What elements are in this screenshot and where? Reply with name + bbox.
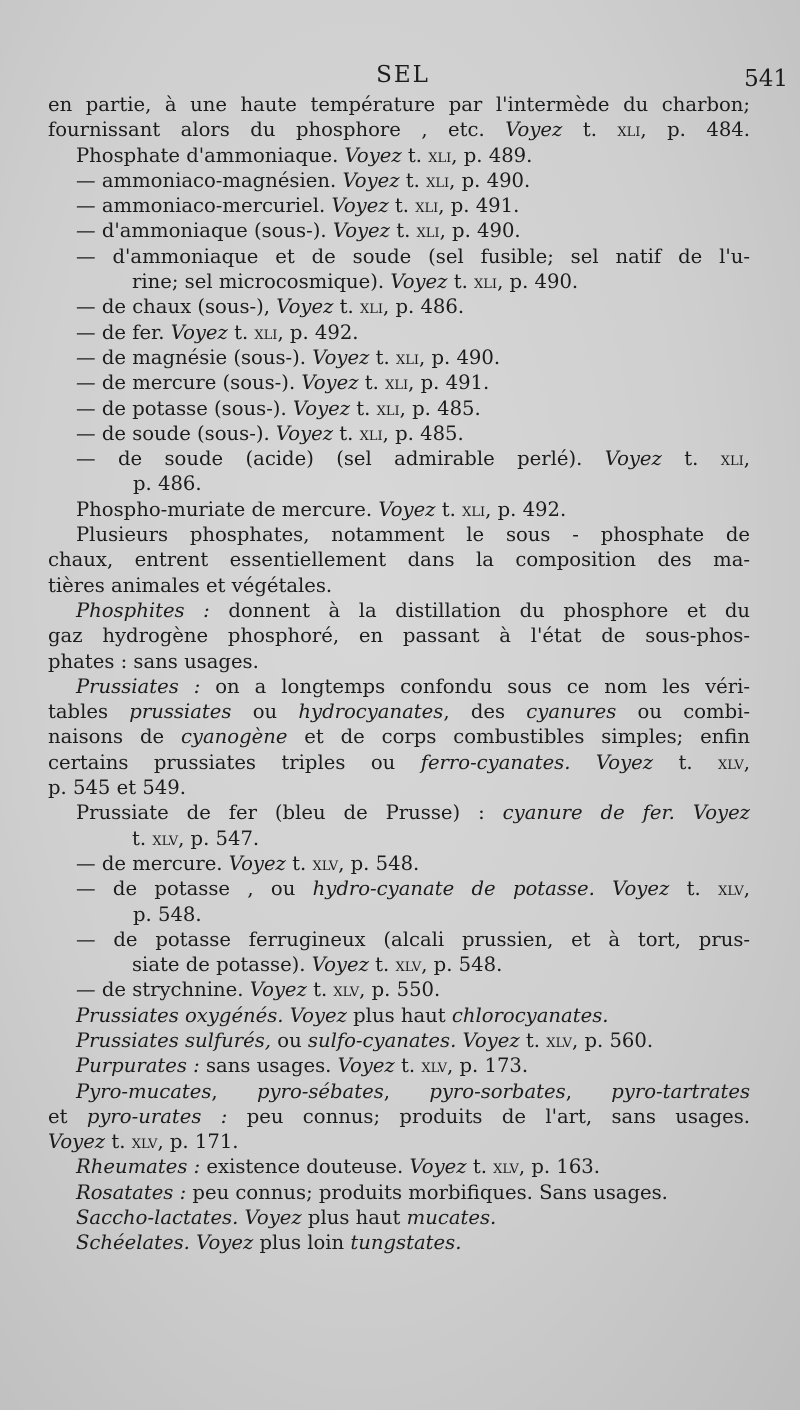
text-segment: xli — [426, 170, 450, 192]
italic-segment: Voyez — [337, 1054, 395, 1078]
italic-segment: Voyez — [331, 194, 389, 218]
text-segment: xli — [376, 398, 400, 420]
text-segment: p. 545 et 549. — [48, 776, 186, 800]
text-segment: tières animales et végétales. — [48, 573, 333, 597]
text-segment: siate de potasse). — [132, 953, 312, 977]
text-line — [48, 143, 750, 168]
text-line — [48, 1079, 750, 1104]
text-segment: — de fer. — [76, 320, 171, 344]
running-head: SEL — [376, 62, 430, 88]
text-line — [48, 902, 750, 927]
text-segment: , des — [443, 700, 527, 724]
italic-segment: Voyez — [275, 421, 334, 445]
text-segment: t. — [132, 826, 153, 850]
text-segment: , p. 492. — [485, 497, 567, 521]
text-segment: t. — [661, 447, 721, 471]
text-segment: — de mercure (sous-). — [76, 371, 302, 395]
text-line — [48, 927, 750, 952]
text-line — [48, 1205, 750, 1230]
text-line — [48, 218, 750, 243]
text-segment: et de corps combustibles simples; enfin — [287, 725, 750, 749]
text-segment: , p. 173. — [447, 1054, 529, 1078]
italic-segment: Voyez — [311, 953, 369, 977]
text-line — [48, 699, 750, 724]
text-segment: , p. 548. — [421, 953, 503, 977]
text-segment: ou combi- — [616, 700, 751, 724]
text-line — [48, 396, 750, 421]
text-segment: — de mercure. — [76, 851, 229, 875]
text-segment: t. — [227, 320, 255, 344]
italic-segment: ferro-cyanates. — [420, 750, 571, 774]
italic-segment: sulfo-cyanates. Voyez — [307, 1028, 520, 1052]
text-line — [48, 193, 750, 218]
text-segment: xli — [395, 347, 419, 369]
text-segment: p. 486. — [133, 472, 202, 496]
text-segment: t. — [105, 1130, 132, 1154]
text-segment: — ammoniaco-magnésien. — [76, 168, 343, 192]
italic-segment: cyanures — [526, 700, 617, 724]
text-segment: on a longtemps confondu sous ce nom les véri- — [200, 674, 750, 698]
text-segment: , p. 485. — [382, 421, 464, 445]
text-segment: xli — [428, 145, 452, 167]
text-segment: xli — [415, 196, 439, 218]
text-line — [48, 977, 750, 1002]
italic-segment: Voyez — [390, 270, 448, 294]
italic-segment: Voyez — [344, 143, 402, 167]
text-line — [48, 345, 750, 370]
text-segment: , p. 550. — [359, 978, 441, 1002]
text-segment: — de potasse , ou — [76, 877, 313, 901]
text-segment: plus haut — [301, 1206, 407, 1230]
text-line — [48, 421, 750, 446]
text-segment: xlv — [718, 879, 744, 901]
italic-segment: Voyez — [312, 345, 370, 369]
italic-segment: mucates. — [406, 1206, 497, 1230]
italic-segment: Phosphites : — [76, 598, 210, 622]
text-line — [48, 649, 750, 674]
text-segment: t. — [358, 371, 386, 395]
text-line — [48, 1104, 750, 1129]
text-segment: — de potasse ferrugineux (alcali prussien, et à tort, prus- — [76, 927, 750, 951]
italic-segment: Voyez — [604, 447, 662, 471]
text-line — [48, 446, 750, 471]
text-segment: t. — [389, 219, 417, 243]
italic-segment: pyro-urates : — [86, 1104, 228, 1128]
text-line — [48, 623, 750, 648]
text-line — [48, 497, 750, 522]
text-line — [48, 1230, 750, 1255]
italic-segment: Rosatates : — [76, 1180, 187, 1204]
text-segment: , p. 489. — [451, 143, 533, 167]
text-line — [48, 952, 750, 977]
text-segment: gaz hydrogène phosphoré, en passant à l'état de sous-phos- — [48, 624, 750, 648]
text-segment: , p. 548. — [338, 851, 420, 875]
text-segment: t. — [285, 851, 313, 875]
text-segment: chaux, entrent essentiellement dans la composition des ma- — [48, 548, 750, 572]
text-segment: xli — [416, 221, 440, 243]
text-segment: , — [565, 1079, 612, 1103]
text-segment: — de magnésie (sous-). — [76, 345, 313, 369]
text-line — [48, 573, 750, 598]
text-segment: ou — [231, 700, 299, 724]
italic-segment: chlorocyanates. — [451, 1003, 609, 1027]
italic-segment: Prussiates sulfurés, — [76, 1028, 272, 1052]
text-segment: t. — [562, 118, 618, 142]
text-segment: — de strychnine. — [76, 978, 250, 1002]
text-line — [48, 522, 750, 547]
text-segment: , p. 485. — [399, 396, 481, 420]
italic-segment: tungstates. — [350, 1231, 462, 1255]
italic-segment: hydro-cyanate de potasse. Voyez — [312, 877, 670, 901]
text-segment: , p. 547. — [178, 826, 260, 850]
body-text — [48, 92, 750, 1256]
text-segment: Plusieurs phosphates, notamment le sous - phosphate de — [76, 523, 750, 547]
text-segment: — d'ammoniaque et de soude (sel fusible; sel natif de l'u- — [76, 244, 750, 268]
text-segment: ou — [271, 1028, 308, 1052]
text-segment: , p. 490. — [418, 345, 501, 369]
italic-segment: Voyez — [595, 750, 654, 774]
text-segment: t. — [394, 1054, 422, 1078]
italic-segment: Pyro-mucates — [76, 1079, 212, 1103]
text-segment: rine; sel microcosmique). — [132, 270, 391, 294]
text-line — [48, 724, 750, 749]
italic-segment: pyro-sébates — [256, 1079, 384, 1103]
italic-segment: Voyez — [276, 295, 334, 319]
text-segment: Phospho-muriate de mercure. — [76, 497, 379, 521]
text-segment: , p. 486. — [383, 295, 465, 319]
text-segment: t. — [333, 295, 360, 319]
text-line — [48, 117, 750, 142]
italic-segment: Schéelates. Voyez — [76, 1231, 254, 1255]
text-segment: phates : sans usages. — [48, 649, 259, 673]
italic-segment: cyanogène — [180, 725, 288, 749]
text-line — [48, 1028, 750, 1053]
text-segment: tables — [48, 700, 130, 724]
text-line — [48, 1053, 750, 1078]
text-line — [48, 775, 750, 800]
text-segment: , p. 490. — [497, 270, 579, 294]
text-segment: t. — [447, 270, 475, 294]
text-segment: t. — [653, 750, 719, 774]
text-segment: , — [743, 750, 751, 774]
italic-segment: Voyez — [409, 1155, 467, 1179]
italic-segment: Voyez — [342, 168, 400, 192]
text-line — [48, 826, 750, 851]
text-segment: , p. 490. — [439, 219, 521, 243]
text-segment: xli — [385, 373, 409, 395]
text-segment: xlv — [131, 1132, 158, 1154]
text-segment: Phosphate d'ammoniaque. — [76, 143, 345, 167]
text-segment: xlv — [312, 853, 339, 875]
text-line — [48, 1154, 750, 1179]
text-segment: , p. 560. — [571, 1028, 654, 1052]
text-line — [48, 674, 750, 699]
text-segment: t. — [333, 421, 360, 445]
text-line — [48, 471, 750, 496]
text-segment: t. — [388, 194, 416, 218]
text-segment: t. — [669, 877, 719, 901]
text-segment: t. — [306, 978, 334, 1002]
text-segment: t. — [519, 1028, 547, 1052]
text-segment: et — [48, 1104, 87, 1128]
italic-segment: Voyez — [301, 371, 359, 395]
text-segment: plus haut — [346, 1003, 452, 1027]
text-segment: , p. 491. — [408, 371, 490, 395]
text-segment: xlv — [333, 980, 360, 1002]
italic-segment: Voyez — [170, 320, 228, 344]
italic-segment: Voyez — [48, 1130, 106, 1154]
italic-segment: Voyez — [292, 396, 351, 420]
text-segment: xli — [617, 120, 641, 142]
text-segment: fournissant alors du phosphore , etc. — [48, 118, 506, 142]
text-line — [48, 598, 750, 623]
italic-segment: Prussiates : — [76, 674, 201, 698]
text-line — [48, 168, 750, 193]
italic-segment: Rheumates : — [76, 1155, 201, 1179]
text-segment: en partie, à une haute température par l'intermède du charbon; — [48, 93, 750, 116]
text-line — [48, 876, 750, 901]
text-segment: , p. 484. — [640, 118, 750, 142]
text-segment: xli — [462, 499, 486, 521]
text-line — [48, 547, 750, 572]
text-line — [48, 320, 750, 345]
text-segment: sans usages. — [199, 1054, 338, 1078]
text-segment: t. — [466, 1155, 494, 1179]
text-segment: , p. 490. — [449, 168, 531, 192]
italic-segment: Prussiates oxygénés. Voyez — [76, 1003, 347, 1027]
text-line — [48, 92, 750, 117]
page-number: 541 — [744, 66, 788, 92]
text-segment: xli — [359, 423, 383, 445]
text-segment: , — [211, 1079, 257, 1103]
text-segment: xli — [359, 297, 383, 319]
italic-segment: Purpurates : — [76, 1054, 200, 1078]
text-segment: , — [743, 447, 750, 471]
text-line — [48, 244, 750, 269]
text-segment: p. 548. — [133, 902, 202, 926]
text-line — [48, 851, 750, 876]
text-segment: xlv — [493, 1157, 519, 1179]
text-segment: donnent à la distillation du phosphore et du — [209, 598, 751, 622]
text-segment: peu connus; produits morbifiques. Sans usages. — [186, 1180, 668, 1204]
italic-segment: pyro-tartrates — [611, 1079, 750, 1103]
text-segment: t. — [350, 396, 377, 420]
text-line — [48, 1129, 750, 1154]
text-segment: , p. 171. — [157, 1130, 239, 1154]
text-line — [48, 269, 750, 294]
text-segment: xlv — [718, 752, 744, 774]
text-segment: certains prussiates triples ou — [48, 750, 421, 774]
italic-segment: cyanure de fer. Voyez — [502, 801, 751, 825]
text-segment: plus loin — [253, 1231, 351, 1255]
text-segment: xlv — [152, 828, 179, 850]
italic-segment: Voyez — [249, 978, 307, 1002]
text-line — [48, 1180, 750, 1205]
text-segment: t. — [399, 168, 427, 192]
text-segment: xli — [474, 272, 498, 294]
text-line — [48, 750, 750, 775]
text-line — [48, 370, 750, 395]
italic-segment: pyro-sorbates — [429, 1079, 566, 1103]
italic-segment: Voyez — [228, 851, 286, 875]
text-segment: t. — [369, 345, 396, 369]
text-line — [48, 800, 750, 825]
text-segment: — ammoniaco-mercuriel. — [76, 194, 332, 218]
text-segment: xlv — [395, 955, 422, 977]
text-segment: — de chaux (sous-), — [76, 295, 277, 319]
text-segment: , — [383, 1079, 430, 1103]
italic-segment: Voyez — [378, 497, 436, 521]
text-segment: t. — [368, 953, 396, 977]
text-segment: , — [743, 877, 751, 901]
text-segment: xli — [720, 449, 744, 471]
italic-segment: Saccho-lactates. Voyez — [76, 1206, 302, 1230]
text-segment: t. — [401, 143, 429, 167]
text-line — [48, 1003, 750, 1028]
text-segment: existence douteuse. — [200, 1155, 410, 1179]
text-segment — [570, 751, 595, 774]
text-segment: t. — [435, 497, 463, 521]
italic-segment: Voyez — [332, 219, 390, 243]
text-segment: peu connus; produits de l'art, sans usages. — [227, 1104, 750, 1128]
text-segment: xli — [254, 322, 278, 344]
text-segment: xlv — [421, 1056, 448, 1078]
text-segment: , p. 491. — [438, 194, 520, 218]
italic-segment: prussiates — [129, 700, 232, 724]
text-segment: , p. 163. — [518, 1155, 600, 1179]
text-segment: , p. 492. — [277, 320, 359, 344]
text-segment: — de soude (acide) (sel admirable perlé). — [76, 447, 605, 471]
text-segment: — d'ammoniaque (sous-). — [76, 219, 333, 243]
text-segment: Prussiate de fer (bleu de Prusse) : — [76, 801, 503, 825]
text-segment: naisons de — [48, 725, 181, 749]
text-segment: — de potasse (sous-). — [76, 396, 293, 420]
text-segment: — de soude (sous-). — [76, 421, 276, 445]
italic-segment: hydrocyanates — [298, 700, 444, 724]
page-header — [48, 60, 788, 94]
text-line — [48, 294, 750, 319]
italic-segment: Voyez — [505, 118, 563, 142]
text-segment: xlv — [546, 1030, 572, 1052]
